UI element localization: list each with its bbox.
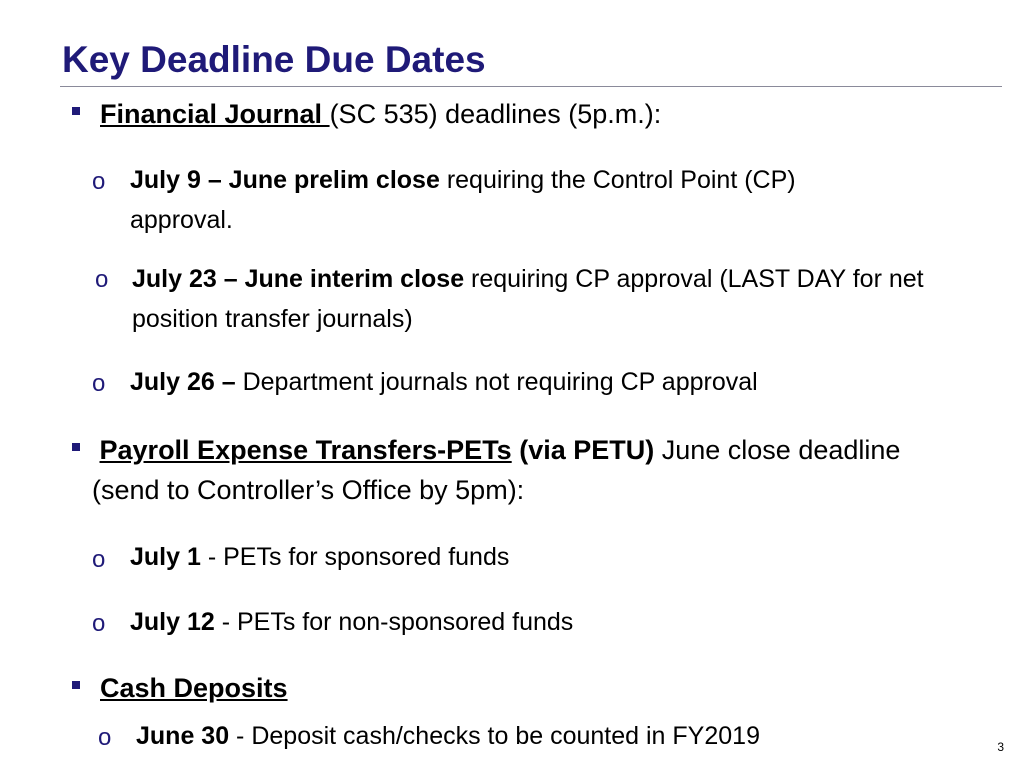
item-text: - Deposit cash/checks to be counted in FY2019 (229, 722, 760, 750)
page-number: 3 (997, 740, 1004, 754)
square-bullet-icon (72, 443, 80, 451)
list-item (130, 537, 509, 577)
circle-bullet-icon: o (98, 724, 112, 751)
item-text: requiring the Control Point (CP) (439, 166, 796, 194)
item-text: - PETs for non-sponsored funds (214, 608, 574, 636)
item-date: July 1 (130, 543, 201, 571)
square-bullet-icon (72, 107, 80, 115)
heading-rest: June close deadline (654, 435, 901, 465)
item-date: July 9 – June prelim close (130, 166, 440, 194)
title-divider (60, 86, 1002, 87)
list-item (130, 602, 573, 642)
section-heading-financial-journal (100, 94, 661, 134)
circle-bullet-icon: o (92, 370, 106, 397)
section-heading-cash-deposits (100, 668, 288, 708)
list-item (136, 716, 760, 756)
heading-line2: (send to Controller’s Office by 5pm): (92, 475, 525, 505)
list-item (132, 259, 924, 339)
item-date: July 12 (130, 608, 215, 636)
list-item (130, 362, 758, 402)
square-bullet-icon (72, 681, 80, 689)
circle-bullet-icon: o (92, 546, 106, 573)
circle-bullet-icon: o (92, 610, 106, 637)
list-item (130, 160, 796, 240)
item-text: requiring CP approval (LAST DAY for net (464, 265, 924, 293)
heading-underlined: Payroll Expense Transfers-PETs (99, 435, 512, 465)
item-text: Department journals not requiring CP approval (235, 368, 758, 396)
circle-bullet-icon: o (95, 266, 109, 293)
item-text-cont: position transfer journals) (132, 305, 413, 333)
heading-underlined: Financial Journal (100, 99, 330, 129)
item-date: June 30 (136, 722, 230, 750)
item-text: - PETs for sponsored funds (200, 543, 510, 571)
heading-underlined: Cash Deposits (100, 673, 288, 703)
circle-bullet-icon: o (92, 168, 106, 195)
heading-bold: (via PETU) (511, 435, 655, 465)
heading-rest: (SC 535) deadlines (5p.m.): (329, 99, 662, 129)
section-heading-payroll (92, 430, 992, 510)
page-title: Key Deadline Due Dates (62, 39, 486, 80)
item-text-cont: approval. (130, 206, 233, 234)
item-date: July 23 – June interim close (132, 265, 465, 293)
item-date: July 26 – (130, 368, 236, 396)
